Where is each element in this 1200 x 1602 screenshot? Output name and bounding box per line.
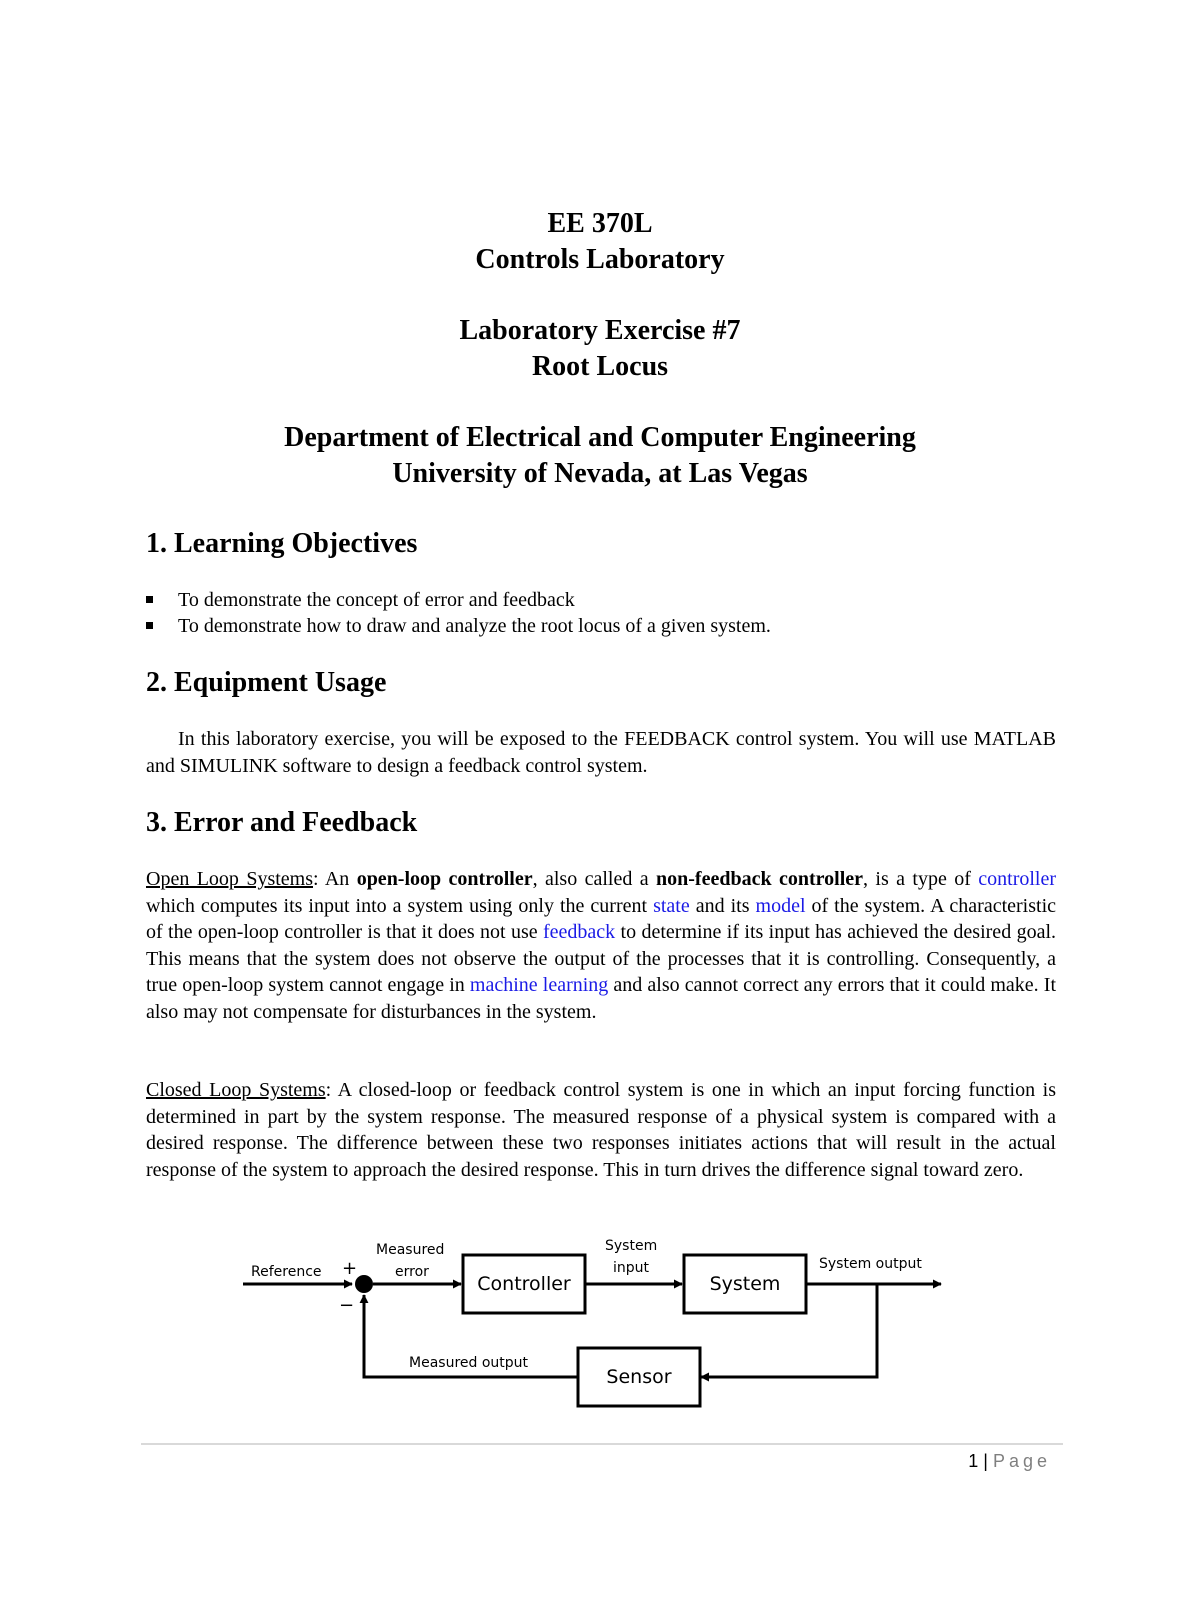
text-run: , is a type of [863, 868, 979, 890]
controller-label: Controller [477, 1273, 571, 1295]
measured-error-label-1: Measured [376, 1242, 445, 1258]
course-code: EE 370L [547, 208, 653, 239]
text-run: and its [689, 894, 756, 917]
measured-error-label-2: error [395, 1264, 429, 1280]
department-block [0, 420, 1200, 492]
text-run: and also cannot correct any errors that it could make. It also may not compensate for disturbances in the system. [146, 974, 1056, 1023]
exercise-number: Laboratory Exercise #7 [459, 315, 741, 346]
footer-separator: | [978, 1451, 993, 1471]
section-heading-error-feedback: 3. Error and Feedback [146, 807, 418, 838]
page-number: 1 [968, 1451, 979, 1471]
system-input-label-1: System [605, 1238, 658, 1254]
exercise-title-block [0, 313, 1200, 385]
page-label: Page [992, 1451, 1051, 1471]
open-loop-term: open-loop controller [356, 868, 533, 890]
university-name: University of Nevada, at Las Vegas [392, 458, 808, 489]
footer-divider [141, 1443, 1063, 1445]
text-run: : A closed-loop or feedback control system is one in which an input forcing function is determined in part by the system response. The measured response of a physical system is compared with a desired response. The difference between these two responses initiates actions that will result in the actual response of the system to approach the desired response. This in turn drives the difference signal toward zero. [146, 1079, 1057, 1181]
link-controller[interactable]: controller [978, 868, 1057, 890]
minus-sign: − [339, 1295, 355, 1316]
summing-junction [355, 1275, 373, 1293]
system-label: System [709, 1273, 781, 1295]
system-input-label-2: input [613, 1260, 650, 1276]
link-feedback[interactable]: feedback [543, 921, 616, 943]
plus-sign: + [342, 1258, 358, 1279]
objectives-list [146, 587, 771, 639]
exercise-topic: Root Locus [531, 351, 669, 382]
non-feedback-term: non-feedback controller [656, 868, 863, 890]
department-name: Department of Electrical and Computer Engineering [284, 422, 916, 453]
reference-label: Reference [251, 1264, 322, 1280]
course-title-block [0, 206, 1200, 278]
list-item [146, 587, 771, 613]
system-output-label: System output [819, 1256, 922, 1272]
bullet-square-icon [146, 622, 153, 629]
section-heading-objectives: 1. Learning Objectives [146, 528, 418, 559]
equipment-paragraph: In this laboratory exercise, you will be exposed to the FEEDBACK control system. You will use MATLAB and SIMULINK software to design a feedback control system. [146, 728, 1056, 777]
text-run: : An [313, 868, 357, 890]
bullet-square-icon [146, 596, 153, 603]
feedback-block-diagram [235, 1232, 955, 1412]
link-state[interactable]: state [653, 894, 690, 917]
text-run: , also called a [532, 868, 656, 890]
page-footer [0, 1449, 1051, 1473]
open-loop-label: Open Loop Systems [146, 868, 313, 890]
section-heading-equipment: 2. Equipment Usage [146, 667, 387, 698]
open-loop-paragraph [146, 866, 1056, 1025]
lab-name: Controls Laboratory [475, 244, 725, 275]
link-machine-learning[interactable]: machine learning [469, 974, 609, 996]
link-model[interactable]: model [755, 894, 806, 917]
list-item [146, 613, 771, 639]
text-run: of the system. A characteristic of the open-loop controller is that it does not use [146, 894, 1057, 943]
text-run: which computes its input into a system using only the current [146, 894, 654, 917]
objective-text: To demonstrate how to draw and analyze the root locus of a given system. [178, 615, 771, 637]
measured-output-label: Measured output [409, 1355, 529, 1371]
closed-loop-paragraph [146, 1077, 1056, 1183]
objective-text: To demonstrate the concept of error and feedback [178, 589, 575, 611]
closed-loop-label: Closed Loop Systems [146, 1079, 326, 1101]
text-run: to determine if its input has achieved the desired goal. This means that the system does not observe the output of the processes that it is controlling. Consequently, a true open-loop system cannot engage in [146, 921, 1056, 996]
sensor-label: Sensor [606, 1366, 672, 1388]
